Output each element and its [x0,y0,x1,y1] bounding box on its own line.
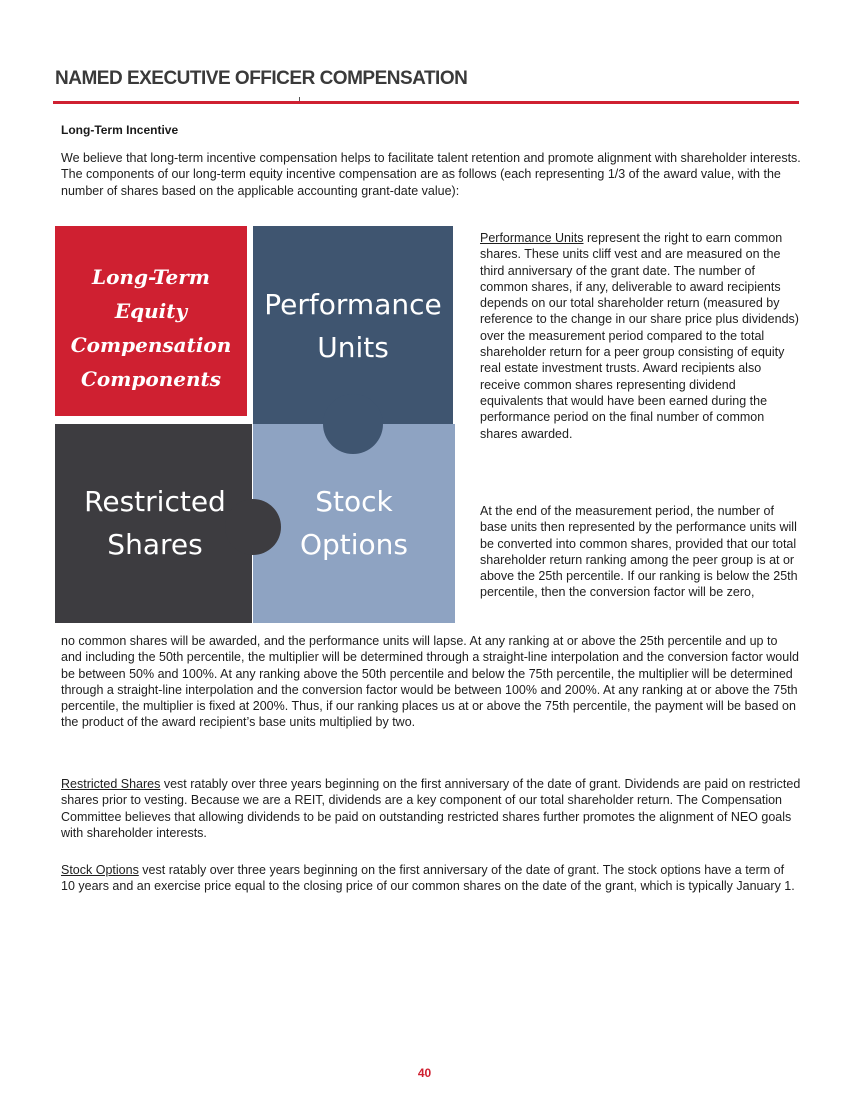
puzzle-knob-top [323,394,383,454]
restricted-shares-paragraph [61,776,801,841]
header-divider [53,101,799,104]
header-tick-mark [299,97,300,101]
stock-options-paragraph [61,862,801,895]
equity-components-graphic [55,226,455,623]
restricted-shares-label-line: Shares [107,528,203,561]
restricted-shares-term: Restricted Shares [61,777,161,791]
graphic-title-line: Components [80,367,222,391]
restricted-shares-label-line: Restricted [84,485,226,518]
stock-options-term: Stock Options [61,863,139,877]
page-header-title: NAMED EXECUTIVE OFFICER COMPENSATION [55,68,468,89]
restricted-shares-label [55,480,255,566]
restricted-shares-description: vest ratably over three years beginning on the first anniversary of the date of grant. Dividends are paid on restricted shares prior to vesting. Because we are a REIT, dividends are a key component of our total shareholder return. The Compensation Committee believes that allowing dividends to be paid on outstanding restricted shares further promotes the alignment of NEO goals with shareholder interests. [61,777,801,840]
performance-units-label-line: Performance [264,288,442,321]
performance-units-label [253,283,453,369]
performance-units-label-line: Units [317,331,389,364]
performance-units-paragraph [480,230,802,442]
stock-options-label [253,480,455,566]
graphic-title [55,260,247,396]
graphic-title-line: Equity [114,299,188,323]
stock-options-label-line: Stock [315,485,393,518]
graphic-title-line: Long-Term [92,265,210,289]
section-heading: Long-Term Incentive [61,123,179,137]
intro-paragraph: We believe that long-term incentive compensation helps to facilitate talent retention and promote alignment with shareholder interests. The components of our long-term equity incentive compensation are as follows (each representing 1/3 of the award value, with the number of shares based on the applicable accounting grant-date value): [61,151,801,198]
stock-options-label-line: Options [299,528,409,561]
stock-options-description: vest ratably over three years beginning on the first anniversary of the date of grant. The stock options have a term of 10 years and an exercise price equal to the closing price of our common shares on the date of the grant, which is typically January 1. [61,863,795,894]
graphic-title-line: Compensation [70,333,232,357]
page-number: 40 [417,1066,432,1080]
measurement-period-paragraph: At the end of the measurement period, the number of base units then represented by the performance units will be converted into common shares, provided that our total shareholder return ranking among the peer group is at or above the 25th percentile. If our ranking is below the 25th percentile, then the conversion factor will be zero, [480,504,798,600]
performance-units-description: represent the right to earn common shares. These units cliff vest and are measured on the third anniversary of the grant date. The number of common shares, if any, deliverable to award recipients depends on our total shareholder return (measured by reference to the change in our share price plus dividends) over the measurement period compared to the total shareholder return for a peer group consisting of equity real estate investment trusts. Award recipients also receive common shares representing dividend equivalents that would have been earned during the performance period on the final number of common shares awarded. [480,231,799,441]
performance-units-term: Performance Units [480,231,584,245]
measurement-period-continuation: no common shares will be awarded, and the performance units will lapse. At any ranking at or above the 25th percentile and up to and including the 50th percentile, the multiplier will be determined through a straight-line interpolation and the conversion factor would be between 50% and 100%. At any ranking above the 50th percentile and below the 75th percentile, the multiplier will be determined through a straight-line interpolation and the conversion factor would be between 100% and 200%. At any ranking at or above the 75th percentile, the multiplier is fixed at 200%. Thus, if our ranking places us at or above the 75th percentile, the payment will be based on the product of the award recipient’s base units multiplied by two. [61,634,799,730]
